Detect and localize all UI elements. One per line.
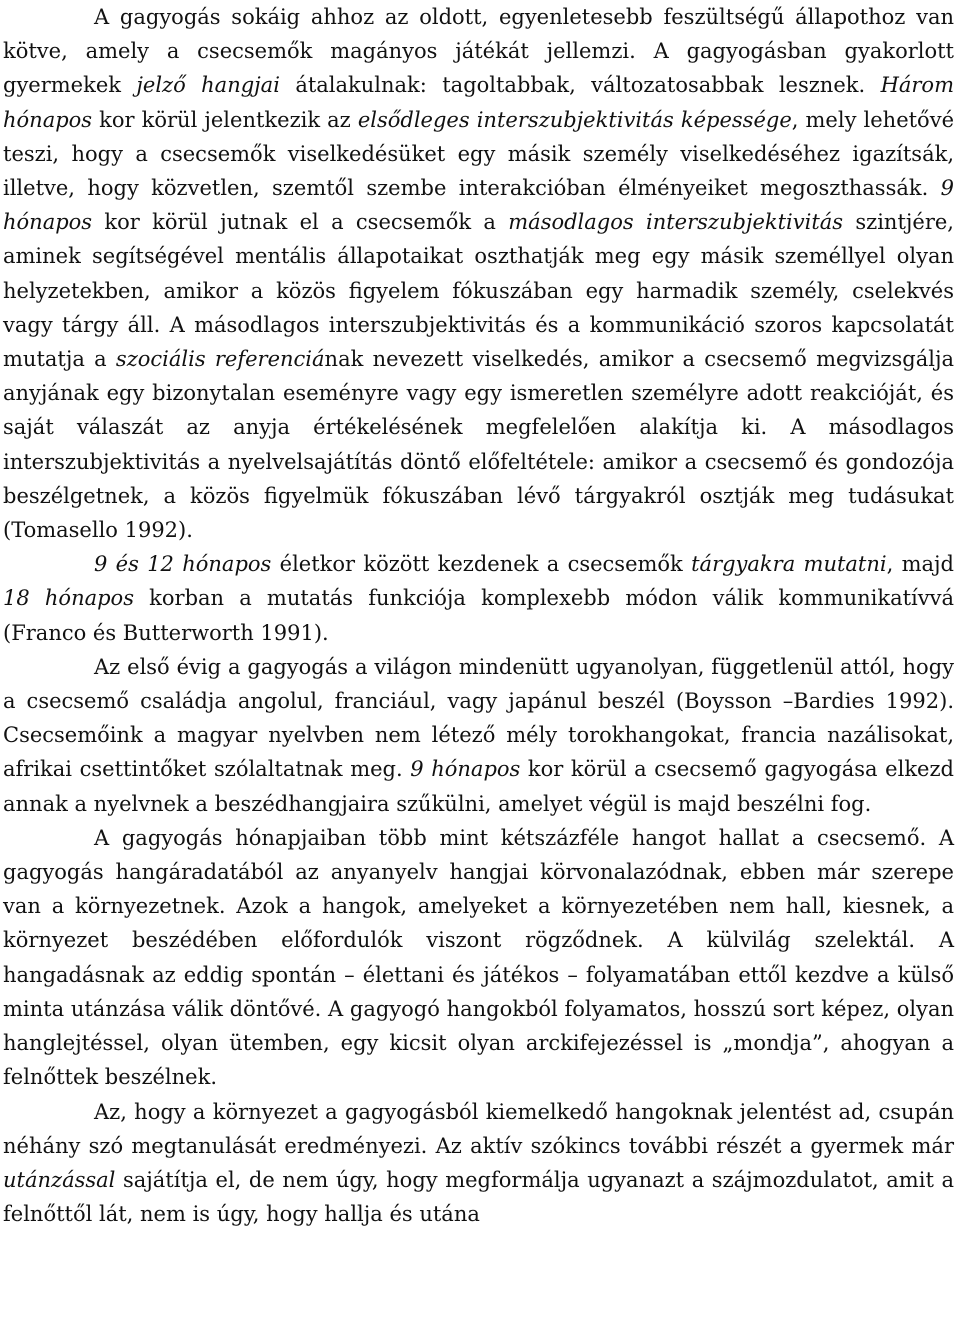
text-run: , mely lehetővé teszi, hogy a csecsemők viselkedésüket egy másik személy viselkedéséhez igazítsák, illetve, hogy közvetlen, szemtől szembe interakcióban élményeiket megoszthassák. [3,107,954,201]
text-run: életkor között kezdenek a csecsemők [271,552,692,577]
paragraph-5 [3,1095,954,1232]
italic-term: 9 és 12 hónapos [94,552,272,577]
italic-term: másodlagos interszubjektivitás [508,210,844,235]
text-run: , majd [886,552,955,577]
text-run: korban a mutatás funkciója komplexebb módon válik kommunikatívvá (Franco és Butterworth 1991). [3,586,954,645]
text-run: szintjére, aminek segítségével mentális állapotaikat oszthatják meg egy másik személlyel olyan helyzetekben, amikor a közös figyelem fókuszában egy harmadik személy, cselekvés vagy tárgy áll. A másodlagos interszubjektivitás és a kommunikáció szoros kapcsolatát mutatja a [3,210,954,372]
italic-term: szociális referenciá [115,347,325,372]
text-run: A gagyogás hónapjaiban több mint kétszázféle hangot hallat a csecsemő. A gagyogás hangáradatából az anyanyelv hangjai körvonalazódnak, ebben már szerepe van a környezetnek. Azok a hangok, amelyeket a környezetében nem hall, kiesnek, a környezet beszédében előfordulók viszont rögződnek. A külvilág szelektál. A hangadásnak az eddig spontán – élettani és játékos – folyamatában ettől kezdve a külső minta utánzása válik döntővé. A gagyogó hangokból folyamatos, hosszú sort képez, olyan hanglejtéssel, olyan ütemben, egy kicsit olyan arckifejezéssel is „mondja”, ahogyan a felnőttek beszélnek. [3,825,954,1090]
italic-term: Három hónapos [3,73,954,132]
italic-term: jelző hangjai [136,73,280,98]
paragraph-1 [3,0,954,547]
text-run: átalakulnak: tagoltabbak, változatosabbak lesznek. [279,73,881,98]
text-run: Az, hogy a környezet a gagyogásból kiemelkedő hangoknak jelentést ad, csupán néhány szó megtanulását eredményezi. Az aktív szókincs további részét a gyermek már [3,1099,954,1158]
text-run: sajátítja el, de nem úgy, hogy megformálja ugyanazt a szájmozdulatot, amit a felnőttől lát, nem is úgy, hogy hallja és utána [3,1167,954,1227]
italic-term: elsődleges interszubjektivitás képessége [357,107,792,132]
paragraph-3 [3,650,954,821]
text-run: kor körül jutnak el a csecsemők a [92,210,509,235]
paragraph-2 [3,547,954,650]
italic-term: 9 hónapos [3,176,954,235]
italic-term: 9 hónapos [410,757,521,782]
italic-term: 18 hónapos [3,586,134,611]
text-run: nak nevezett viselkedés, amikor a csecsemő megvizsgálja anyjának egy bizonytalan eseményre vagy egy ismeretlen személyre adott reakcióját, és saját válaszát az anyja értékelésének megfelelően alakítja ki. A másodlagos interszubjektivitás a nyelvelsajátítás döntő előfeltétele: amikor a csecsemő és gondozója beszélgetnek, a közös figyelmük fókuszában lévő tárgyakról osztják meg tudásukat (Tomasello 1992). [3,347,954,543]
document-page [3,0,954,1231]
text-run: A gagyogás sokáig ahhoz az oldott, egyenletesebb feszültségű állapothoz van kötve, amely a csecsemők magányos játékát jellemzi. A gagyogásban gyakorlott gyermekek [3,5,954,98]
paragraph-4 [3,821,954,1095]
text-run: Az első évig a gagyogás a világon mindenütt ugyanolyan, függetlenül attól, hogy a csecsemő családja angolul, franciául, vagy japánul beszél (Boysson –Bardies 1992). Csecsemőink a magyar nyelvben nem létező mély torokhangokat, francia nazálisokat, afrikai csettintőket szólaltatnak meg. [3,654,954,782]
text-run: kor körül a csecsemő gagyogása elkezd annak a nyelvnek a beszédhangjaira szűkülni, amelyet végül is majd beszélni fog. [3,757,954,816]
text-run: kor körül jelentkezik az [92,107,358,132]
italic-term: tárgyakra mutatni [691,552,887,577]
italic-term: utánzással [3,1167,116,1192]
